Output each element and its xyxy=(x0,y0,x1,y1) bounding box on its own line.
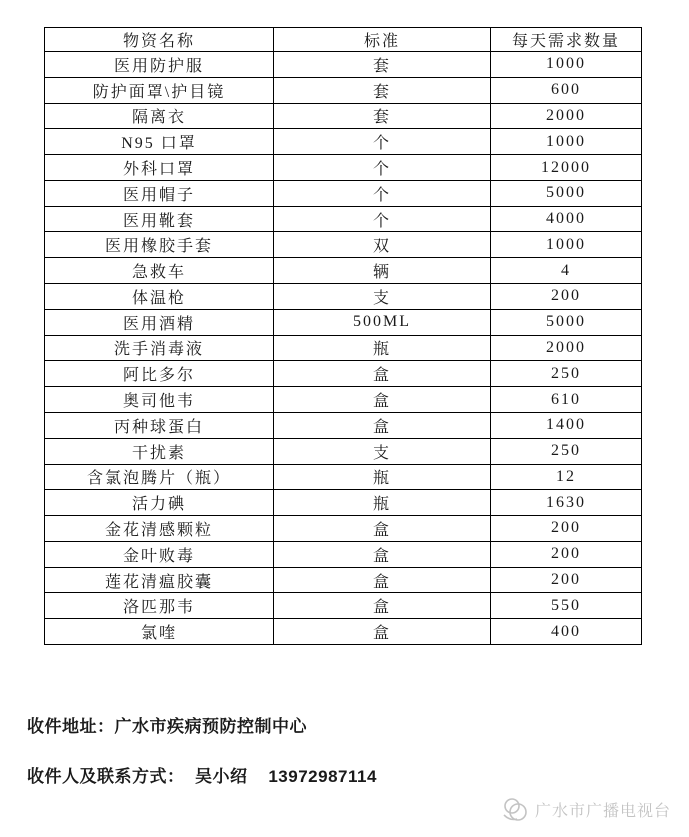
cell-material-name: 防护面罩\护目镜 xyxy=(45,77,274,103)
table-row xyxy=(45,155,642,181)
tv-station-logo-icon xyxy=(500,795,530,823)
cell-daily-quantity: 2000 xyxy=(491,103,642,129)
cell-standard: 个 xyxy=(274,206,491,232)
table-header-row xyxy=(45,28,642,52)
table-row xyxy=(45,567,642,593)
cell-daily-quantity: 550 xyxy=(491,593,642,619)
cell-daily-quantity: 1000 xyxy=(491,129,642,155)
table-row xyxy=(45,438,642,464)
cell-standard: 瓶 xyxy=(274,464,491,490)
table-row xyxy=(45,361,642,387)
table-row xyxy=(45,232,642,258)
cell-standard: 瓶 xyxy=(274,490,491,516)
cell-standard: 支 xyxy=(274,284,491,310)
watermark xyxy=(500,795,671,823)
cell-daily-quantity: 1000 xyxy=(491,232,642,258)
cell-standard: 个 xyxy=(274,129,491,155)
cell-standard: 双 xyxy=(274,232,491,258)
cell-standard: 套 xyxy=(274,77,491,103)
cell-material-name: 医用橡胶手套 xyxy=(45,232,274,258)
cell-standard: 辆 xyxy=(274,258,491,284)
cell-standard: 盒 xyxy=(274,541,491,567)
table-row xyxy=(45,206,642,232)
table-row xyxy=(45,77,642,103)
cell-material-name: N95 口罩 xyxy=(45,129,274,155)
cell-daily-quantity: 200 xyxy=(491,567,642,593)
cell-material-name: 干扰素 xyxy=(45,438,274,464)
cell-material-name: 外科口罩 xyxy=(45,155,274,181)
cell-material-name: 急救车 xyxy=(45,258,274,284)
cell-material-name: 奥司他韦 xyxy=(45,387,274,413)
cell-material-name: 隔离衣 xyxy=(45,103,274,129)
cell-daily-quantity: 400 xyxy=(491,619,642,645)
column-header-standard: 标准 xyxy=(274,28,491,52)
cell-daily-quantity: 250 xyxy=(491,361,642,387)
cell-daily-quantity: 200 xyxy=(491,516,642,542)
cell-standard: 盒 xyxy=(274,387,491,413)
table-row xyxy=(45,619,642,645)
table-row xyxy=(45,490,642,516)
cell-material-name: 莲花清瘟胶囊 xyxy=(45,567,274,593)
cell-material-name: 医用靴套 xyxy=(45,206,274,232)
cell-standard: 个 xyxy=(274,180,491,206)
cell-material-name: 医用酒精 xyxy=(45,309,274,335)
table-row xyxy=(45,52,642,78)
table-row xyxy=(45,129,642,155)
cell-daily-quantity: 200 xyxy=(491,284,642,310)
cell-daily-quantity: 2000 xyxy=(491,335,642,361)
cell-daily-quantity: 1630 xyxy=(491,490,642,516)
recipient-contact-line: 收件人及联系方式： 吴小绍 13972987114 xyxy=(27,767,377,786)
cell-material-name: 含氯泡腾片（瓶） xyxy=(45,464,274,490)
supplies-table-body xyxy=(45,52,642,645)
cell-standard: 套 xyxy=(274,52,491,78)
table-row xyxy=(45,103,642,129)
cell-standard: 套 xyxy=(274,103,491,129)
cell-standard: 盒 xyxy=(274,516,491,542)
cell-standard: 盒 xyxy=(274,593,491,619)
cell-standard: 盒 xyxy=(274,361,491,387)
cell-material-name: 医用防护服 xyxy=(45,52,274,78)
cell-daily-quantity: 250 xyxy=(491,438,642,464)
cell-daily-quantity: 610 xyxy=(491,387,642,413)
cell-material-name: 金花清感颗粒 xyxy=(45,516,274,542)
cell-daily-quantity: 200 xyxy=(491,541,642,567)
cell-standard: 瓶 xyxy=(274,335,491,361)
column-header-material-name: 物资名称 xyxy=(45,28,274,52)
table-row xyxy=(45,593,642,619)
table-row xyxy=(45,464,642,490)
recipient-address-line: 收件地址：广水市疾病预防控制中心 xyxy=(27,717,307,736)
cell-daily-quantity: 5000 xyxy=(491,180,642,206)
cell-daily-quantity: 12 xyxy=(491,464,642,490)
cell-daily-quantity: 12000 xyxy=(491,155,642,181)
cell-material-name: 活力碘 xyxy=(45,490,274,516)
cell-material-name: 阿比多尔 xyxy=(45,361,274,387)
cell-daily-quantity: 600 xyxy=(491,77,642,103)
cell-standard: 盒 xyxy=(274,412,491,438)
cell-daily-quantity: 5000 xyxy=(491,309,642,335)
cell-daily-quantity: 1000 xyxy=(491,52,642,78)
table-row xyxy=(45,516,642,542)
cell-material-name: 金叶败毒 xyxy=(45,541,274,567)
cell-material-name: 洗手消毒液 xyxy=(45,335,274,361)
cell-material-name: 体温枪 xyxy=(45,284,274,310)
watermark-text: 广水市广播电视台 xyxy=(534,802,671,820)
cell-standard: 支 xyxy=(274,438,491,464)
cell-material-name: 氯喹 xyxy=(45,619,274,645)
cell-standard: 盒 xyxy=(274,567,491,593)
cell-standard: 盒 xyxy=(274,619,491,645)
cell-standard: 500ML xyxy=(274,309,491,335)
table-row xyxy=(45,284,642,310)
table-row xyxy=(45,541,642,567)
table-row xyxy=(45,309,642,335)
table-row xyxy=(45,412,642,438)
cell-daily-quantity: 1400 xyxy=(491,412,642,438)
table-row xyxy=(45,387,642,413)
cell-material-name: 医用帽子 xyxy=(45,180,274,206)
column-header-daily-quantity: 每天需求数量 xyxy=(491,28,642,52)
cell-daily-quantity: 4 xyxy=(491,258,642,284)
table-row xyxy=(45,258,642,284)
supplies-table xyxy=(44,27,642,645)
cell-daily-quantity: 4000 xyxy=(491,206,642,232)
table-row xyxy=(45,335,642,361)
cell-standard: 个 xyxy=(274,155,491,181)
cell-material-name: 丙种球蛋白 xyxy=(45,412,274,438)
table-row xyxy=(45,180,642,206)
cell-material-name: 洛匹那韦 xyxy=(45,593,274,619)
